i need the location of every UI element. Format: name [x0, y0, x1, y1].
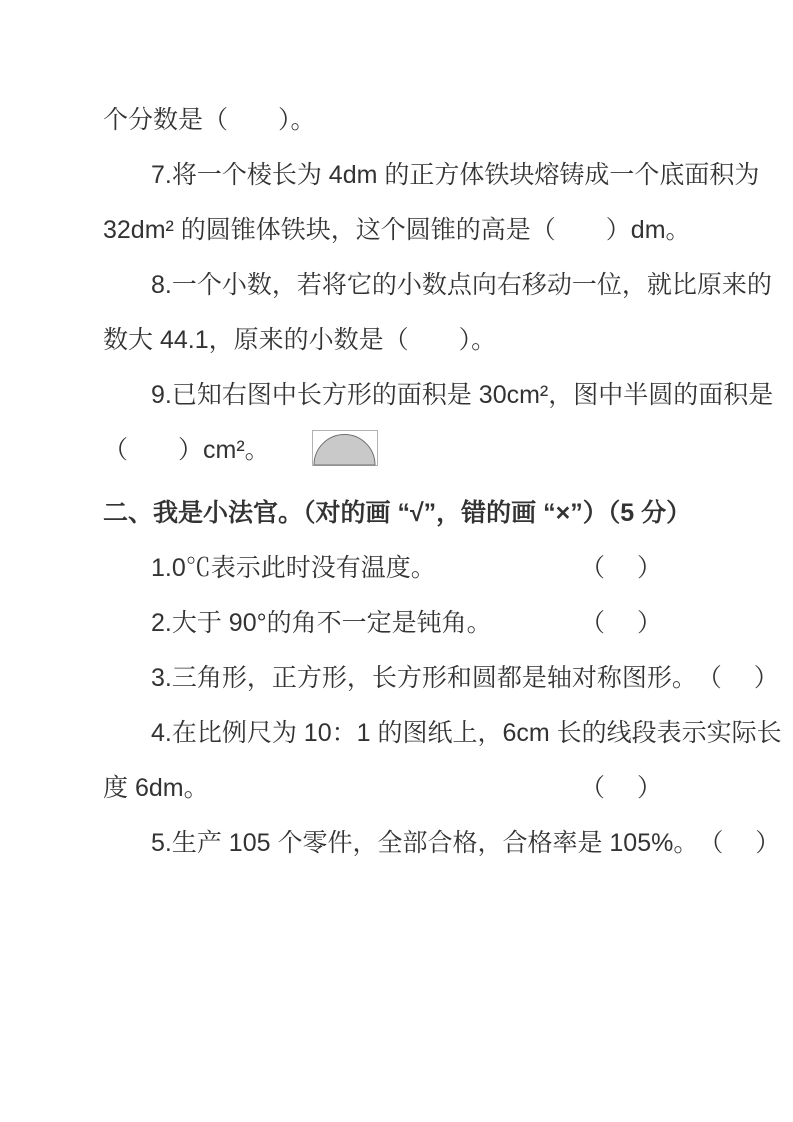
question-text: 个分数是（ ）。 [103, 105, 316, 134]
question-text: 32dm² 的圆锥体铁块，这个圆锥的高是（ ）dm。 [103, 215, 691, 244]
judge-question-5 [103, 813, 781, 868]
answer-blank: （ ） [698, 828, 781, 857]
answer-blank: （ ） [696, 663, 779, 692]
judge-question-4-line-2 [103, 758, 690, 813]
judge-question-1 [103, 538, 690, 593]
question-8-line-2 [103, 310, 690, 365]
question-text: 1.0℃表示此时没有温度。 [151, 553, 436, 582]
answer-blank: （ ） [580, 608, 662, 637]
answer-blank: （ ） [580, 553, 662, 582]
question-text: 4.在比例尺为 10：1 的图纸上，6cm 长的线段表示实际长 [151, 718, 782, 747]
fill-in-carryover-line [103, 90, 690, 145]
question-text: 2.大于 90°的角不一定是钝角。 [151, 608, 492, 637]
judge-question-4-line-1 [103, 703, 782, 758]
question-text: 3.三角形，正方形，长方形和圆都是轴对称图形。 [151, 663, 697, 692]
question-9-line-2 [103, 420, 690, 475]
question-text: （ ）cm²。 [103, 435, 270, 464]
question-text: 数大 44.1，原来的小数是（ ）。 [103, 325, 497, 354]
question-7-line-1 [103, 145, 760, 200]
question-9-line-1 [103, 365, 774, 420]
question-text: 8.一个小数，若将它的小数点向右移动一位，就比原来的 [151, 270, 772, 299]
section-title: 二、我是小法官。（对的画 “√”，错的画 “×”）（5 分） [103, 498, 692, 527]
exam-content [103, 90, 782, 868]
question-7-line-2 [103, 200, 690, 255]
judge-question-3 [103, 648, 779, 703]
answer-blank: （ ） [580, 773, 662, 802]
question-text: 7.将一个棱长为 4dm 的正方体铁块熔铸成一个底面积为 [151, 160, 760, 189]
question-text: 9.已知右图中长方形的面积是 30cm²，图中半圆的面积是 [151, 380, 774, 409]
judge-question-2 [103, 593, 690, 648]
question-text: 度 6dm。 [103, 773, 209, 802]
judge-section-heading [103, 483, 690, 538]
question-text: 5.生产 105 个零件，全部合格，合格率是 105%。 [151, 828, 699, 857]
question-8-line-1 [103, 255, 772, 310]
semicircle-figure [312, 430, 378, 466]
